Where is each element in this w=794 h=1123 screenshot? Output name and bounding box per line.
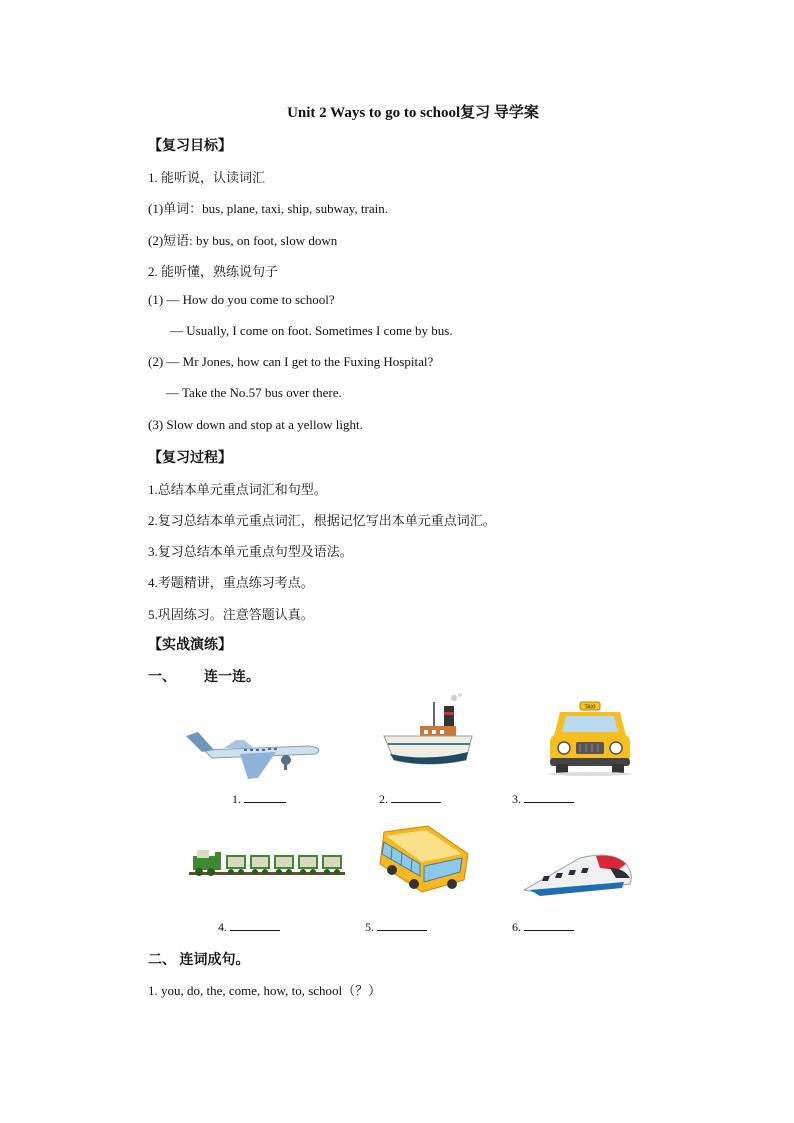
question-1-number: 一、 bbox=[148, 670, 176, 685]
question-2-item-1: 1. you, do, the, come, how, to, school（？） bbox=[148, 983, 382, 998]
blank-1[interactable]: 1. bbox=[232, 790, 286, 807]
section-heading-process: 【复习过程】 bbox=[148, 451, 232, 466]
vocab-words: (1)单词：bus, plane, taxi, ship, subway, train. bbox=[148, 201, 388, 216]
ship-image bbox=[382, 692, 478, 772]
blank-5[interactable]: 5. bbox=[365, 918, 427, 935]
blank-6[interactable]: 6. bbox=[512, 918, 574, 935]
airplane-image bbox=[184, 728, 326, 782]
blank-2[interactable]: 2. bbox=[379, 790, 441, 807]
bus-image bbox=[378, 824, 470, 896]
question-1-label: 连一连。 bbox=[204, 670, 260, 685]
answer-line-2 bbox=[391, 790, 441, 803]
vocab-phrases: (2)短语: by bus, on foot, slow down bbox=[148, 233, 338, 248]
process-step-5: 5.巩固练习。注意答题认真。 bbox=[148, 607, 314, 622]
sentence-1-question: (1) — How do you come to school? bbox=[148, 292, 335, 307]
goal-1: 1. 能听说，认读词汇 bbox=[148, 170, 266, 185]
blank-4[interactable]: 4. bbox=[218, 918, 280, 935]
blank-3[interactable]: 3. bbox=[512, 790, 574, 807]
sentence-2-answer: — Take the No.57 bus over there. bbox=[166, 385, 342, 400]
question-2-label: 二、 连词成句。 bbox=[148, 953, 250, 968]
answer-line-4 bbox=[230, 918, 280, 931]
answer-line-6 bbox=[524, 918, 574, 931]
process-step-1: 1.总结本单元重点词汇和句型。 bbox=[148, 482, 327, 497]
process-step-4: 4.考题精讲，重点练习考点。 bbox=[148, 575, 314, 590]
section-heading-practice: 【实战演练】 bbox=[148, 638, 232, 653]
train-image bbox=[189, 848, 345, 880]
sentence-2-question: (2) — Mr Jones, how can I get to the Fuxing Hospital? bbox=[148, 354, 434, 369]
subway-image bbox=[520, 848, 636, 900]
taxi-image bbox=[546, 700, 634, 776]
process-step-3: 3.复习总结本单元重点句型及语法。 bbox=[148, 544, 353, 559]
answer-line-5 bbox=[377, 918, 427, 931]
answer-line-1 bbox=[244, 790, 286, 803]
answer-line-3 bbox=[524, 790, 574, 803]
taxi-sign-text: TAXI bbox=[584, 704, 596, 711]
sentence-1-answer: — Usually, I come on foot. Sometimes I come by bus. bbox=[170, 323, 453, 338]
process-step-2: 2.复习总结本单元重点词汇，根据记忆写出本单元重点词汇。 bbox=[148, 513, 496, 528]
section-heading-goals: 【复习目标】 bbox=[148, 139, 232, 154]
sentence-3: (3) Slow down and stop at a yellow light. bbox=[148, 417, 363, 432]
page-title: Unit 2 Ways to go to school复习 导学案 bbox=[287, 105, 539, 121]
goal-2: 2. 能听懂，熟练说句子 bbox=[148, 264, 279, 279]
